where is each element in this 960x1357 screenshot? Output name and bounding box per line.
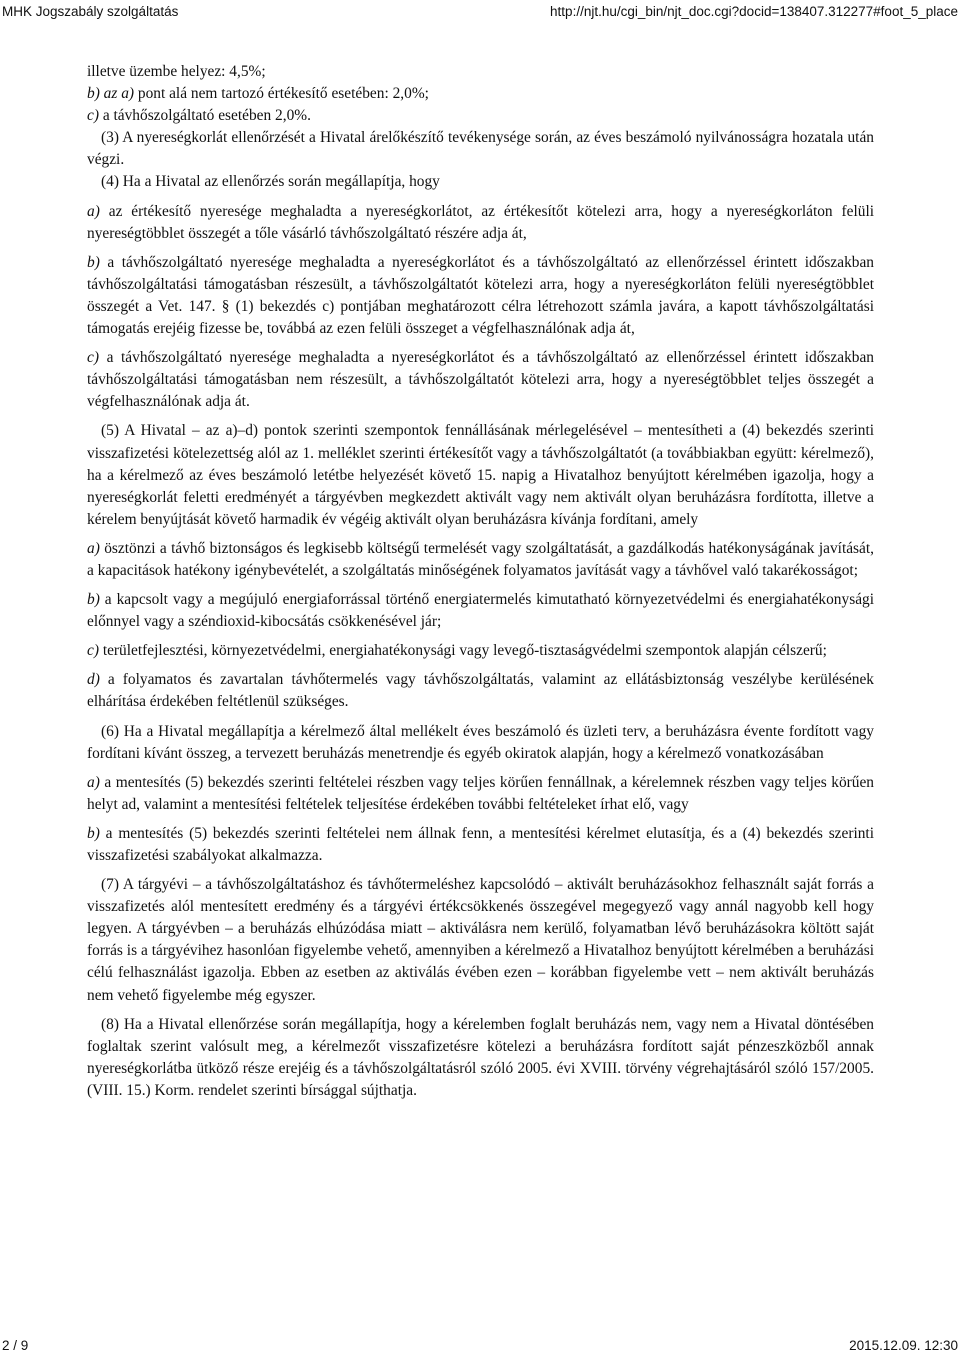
paragraph-7: (7) A tárgyévi – a távhőszolgáltatáshoz és távhőtermeléshez kapcsolódó – aktivált beruházásokhoz felhasznált saját forrás a visszafizetés alól mentesített eredmény és a tárgyévi értékcsökkenés összegével megegyező vagy annál nagyobb kell hogy legyen. A tárgyévben – a beruházás elhúzódása miatt – aktiválásra nem kerülő, folyamatban lévő beruházásokra költött saját forrás is a tárgyévihez hasonlóan figyelembe vehető, amennyiben a kérelmező a Hivatalhoz benyújtott kérelmében a beruházási célú felhasználást igazolja. Ebben az esetben az aktiválás évében ezen – korábban figyelembe vett – nem aktivált beruházás nem vehető figyelembe még egyszer. <box>87 876 874 1004</box>
paragraph-6-a: a) a mentesítés (5) bekezdés szerinti feltételei részben vagy teljes körűen fennállnak, a kérelemnek részben vagy teljes körűen helyt ad, valamint a mentesítési feltételek teljesítése érdekében további feltételeket írhat elő, vagy <box>87 773 874 813</box>
paragraph-4-b: b) a távhőszolgáltató nyeresége meghaladta a nyereségkorlátot és a távhőszolgáltató az ellenőrzéssel érintett időszakban távhőszolgáltatási támogatásban részesült, a távhőszolgáltatót kötelezi arra, hogy a nyereségkorláton felüli nyereségtöbblet összegét a Vet. 147. § (1) bekezdés c) pontjában meghatározott célra létrehozott számla javára, a kapott távhőszolgáltatási támogatás erejéig fizesse be, továbbá az ezen felüli összeget a végfelhasználónak adja át, <box>87 253 874 338</box>
paragraph-6-b: b) a mentesítés (5) bekezdés szerinti feltételei nem állnak fenn, a mentesítési kérelmet elutasítja, és a (4) bekezdés szerinti visszafizetési szabályokat alkalmazza. <box>87 824 874 864</box>
paragraph-6: (6) Ha a Hivatal megállapítja a kérelmező által mellékelt éves beszámoló és üzleti terv, a beruházásra évente fordított vagy fordítani kívánt összeg, a tervezett beruházás menetrendje és egyéb okiratok alapján, hogy a kérelmező vonatkozásában <box>87 722 874 762</box>
paragraph-5-c: c) területfejlesztési, környezetvédelmi, energiahatékonysági vagy levegő-tisztaságvédelmi szempontok alapján célszerű; <box>87 642 827 660</box>
paragraph-5-d: d) a folyamatos és zavartalan távhőtermelés vagy távhőszolgáltatás, valamint az ellátásbiztonság veszélybe kerülésének elhárítása érdekében feltétlenül szükséges. <box>87 671 874 711</box>
page-number: 2 / 9 <box>2 1338 29 1353</box>
header-site-title: MHK Jogszabály szolgáltatás <box>2 4 179 19</box>
paragraph-8: (8) Ha a Hivatal ellenőrzése során megállapítja, hogy a kérelemben foglalt beruházás nem, vagy nem a Hivatal döntésében foglaltak szerint valósult meg, a kérelmezőt visszafizetésre kötelezi a beruházásra fordított saját pénzeszközből annak nyereségkorlátba ütköző része erejéig és a távhőszolgáltatásról szóló 2005. évi XVIII. törvény végrehajtásáról szóló 157/2005. (VIII. 15.) Korm. rendelet szerinti bírsággal sújthatja. <box>87 1015 874 1099</box>
text-line-1: illetve üzembe helyez: 4,5%; <box>87 63 266 80</box>
page-header <box>0 0 960 24</box>
paragraph-3: (3) A nyereségkorlát ellenőrzését a Hivatal árelőkészítő tevékenysége során, az éves beszámoló nyilvánosságra hozatala után végzi. <box>87 129 874 169</box>
paragraph-4: (4) Ha a Hivatal az ellenőrzés során megállapítja, hogy <box>101 173 440 191</box>
print-datetime: 2015.12.09. 12:30 <box>849 1338 958 1353</box>
page-footer <box>0 1336 960 1356</box>
paragraph-4-c: c) a távhőszolgáltató nyeresége meghaladta a nyereségkorlátot és a távhőszolgáltató az ellenőrzéssel érintett időszakban távhőszolgáltatási támogatásban nem részesült, a távhőszolgáltatót kötelezi arra, hogy a nyereségtöbblet teljes összegét a végfelhasználónak adja át. <box>87 349 874 411</box>
header-url: http://njt.hu/cgi_bin/njt_doc.cgi?docid=138407.312277#foot_5_place <box>550 4 958 19</box>
text-line-2: b) az a) pont alá nem tartozó értékesítő esetében: 2,0%; <box>87 85 429 103</box>
text-line-3: c) a távhőszolgáltató esetében 2,0%. <box>87 107 311 125</box>
document-body <box>87 61 874 1102</box>
paragraph-5-b: b) a kapcsolt vagy a megújuló energiaforrással történő energiatermelés kimutatható környezetvédelmi és energiahatékonysági előnnyel vagy a széndioxid-kibocsátás csökkenésével jár; <box>87 591 874 631</box>
paragraph-4-a: a) az értékesítő nyeresége meghaladta a nyereségkorlátot, az értékesítőt kötelezi arra, hogy a nyereségkorláton felüli nyereségtöbblet összegét a tőle vásárló távhőszolgáltató részére adja át, <box>87 202 874 242</box>
paragraph-5: (5) A Hivatal – az a)–d) pontok szerinti szempontok fennállásának mérlegelésével – mentesítheti a (4) bekezdés szerinti visszafizetési kötelezettség alól az 1. melléklet szerinti értékesítőt vagy a távhőszolgáltatót (a továbbiakban együtt: kérelmező), ha a kérelmező az éves beszámoló letétbe helyezését követő 15. napig a Hivatalhoz benyújtott kérelmében igazolja, hogy a nyereségkorlát feletti eredményét a tárgyévben megkezdett aktivált vagy nem aktivált olyan beruházásra fordította, illetve a kérelem benyújtását követő harmadik év végéig aktivált olyan beruházásra kívánja fordítani, amely <box>87 422 874 528</box>
paragraph-5-a: a) ösztönzi a távhő biztonságos és legkisebb költségű termelését vagy szolgáltatását, a gazdálkodás hatékonyságának javítását, a kapacitások hatékony igénybevételét, a szolgáltatás minőségének folyamatos javítását vagy a távhővel való takarékosságot; <box>87 539 874 579</box>
